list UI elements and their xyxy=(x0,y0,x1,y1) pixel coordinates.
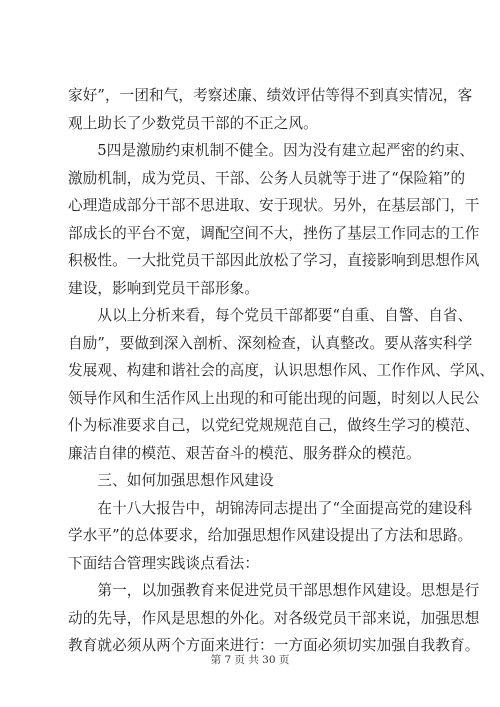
text-line: 自励”，要做到深入剖析、深刻检查，认真整改。要从落实科学 xyxy=(68,334,473,352)
text-line: 在十八大报告中，胡锦涛同志提出了“全面提高党的建设科 xyxy=(68,499,473,517)
section-heading: 三、如何加强思想作风建设 xyxy=(68,472,274,489)
text-line: 部成长的平台不宽，调配空间不大，挫伤了基层工作同志的工作 xyxy=(68,224,480,242)
text-line: 第一，以加强教育来促进党员干部思想作风建设。思想是行 xyxy=(68,582,480,599)
text-line: 发展观、构建和谐社会的高度，认识思想作风、工作作风、学风、 xyxy=(68,362,495,379)
text-line: 积极性。一大批党员干部因此放松了学习，直接影响到思想作风 xyxy=(68,252,480,269)
text-line: 观上助长了少数党员干部的不正之风。 xyxy=(68,114,318,132)
document-body xyxy=(68,82,495,660)
text-line: 领导作风和生活作风上出现的和可能出现的问题，时刻以人民公 xyxy=(68,389,480,407)
text-line: 仆为标准要求自己，以党纪党规规范自己，做终生学习的模范、 xyxy=(68,417,480,434)
text-line: 家好”，一团和气，考察述廉、绩效评估等得不到真实情况，客 xyxy=(68,87,473,104)
text-line: 激励机制，成为党员、干部、公务人员就等于进了“保险箱”的 xyxy=(68,169,466,187)
text-line: 教育就必须从两个方面来进行：一方面必须切实加强自我教育。 xyxy=(68,637,480,654)
text-line: 动的先导，作风是思想的外化。对各级党员干部来说，加强思想 xyxy=(68,609,480,627)
page-number-footer: 第 7 页 共 30 页 xyxy=(210,654,290,666)
text-line: 从以上分析来看，每个党员干部都要“自重、自警、自省、 xyxy=(68,307,473,324)
text-line: 廉洁自律的模范、艰苦奋斗的模范、服务群众的模范。 xyxy=(68,444,421,462)
text-line: 学水平”的总体要求，给加强思想作风建设提出了方法和思路。 xyxy=(68,527,473,544)
text-line: 心理造成部分干部不思进取、安于现状。另外，在基层部门，干 xyxy=(68,197,480,214)
text-line: 建设，影响到党员干部形象。 xyxy=(68,279,260,297)
text-line: 5四是激励约束机制不健全。因为没有建立起严密的约束、 xyxy=(68,142,475,159)
text-line: 下面结合管理实践谈点看法： xyxy=(68,554,260,572)
